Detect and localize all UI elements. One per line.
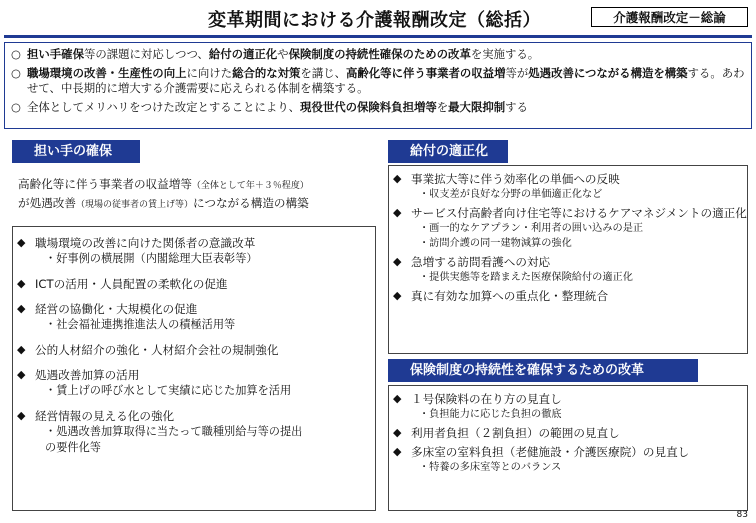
diamond-bullet-icon: ◆	[393, 255, 402, 268]
measure-text: 経営の協働化・大規模化の促進	[35, 302, 198, 316]
measure-item	[389, 425, 747, 441]
emphasis-text: 給付の適正化	[208, 47, 278, 61]
summary-text: する。あわせて、中長期的に増大する介護需要に応えられる体制を構築する。	[27, 65, 745, 95]
measure-item	[389, 288, 747, 304]
diamond-bullet-icon: ◆	[393, 172, 402, 185]
category-tag: 介護報酬改定－総論	[591, 7, 748, 27]
measure-item	[389, 205, 747, 251]
benefit-measures-box	[388, 165, 748, 354]
diamond-bullet-icon: ◆	[17, 236, 26, 249]
summary-line-3	[9, 100, 747, 116]
measure-detail: ・処遇改善加算取得に当たって職種別給与等の提出	[45, 425, 303, 438]
diamond-bullet-icon: ◆	[393, 392, 402, 405]
summary-text: を講じ、	[300, 65, 346, 80]
emphasis-text: 担い手確保	[27, 47, 84, 61]
emphasis-text: 保険制度の持続性確保のための改革	[288, 47, 471, 61]
measure-detail: ・画一的なケアプラン・利用者の囲い込みの是正	[419, 223, 644, 234]
measure-line	[13, 301, 375, 317]
measure-line	[13, 235, 375, 251]
measure-detail: ・収支差が良好な分野の単価適正化など	[419, 189, 603, 200]
measure-line	[389, 391, 747, 407]
measure-text: 公的人材紹介の強化・人材紹介会社の規制強化	[35, 343, 279, 357]
measure-text: 急増する訪問看護への対応	[411, 255, 551, 269]
measure-text: １号保険料の在り方の見直し	[411, 392, 562, 406]
benefit-header: 給付の適正化	[388, 140, 508, 163]
measure-item	[389, 254, 747, 285]
diamond-bullet-icon: ◆	[393, 445, 402, 458]
measure-detail: ・提供実態等を踏まえた医療保険給付の適正化	[419, 272, 633, 283]
measure-item	[389, 171, 747, 202]
measure-text: 利用者負担（２割負担）の範囲の見直し	[411, 426, 620, 440]
measure-line	[389, 444, 747, 460]
measure-item	[13, 408, 375, 456]
measure-text: 処遇改善加算の活用	[35, 368, 140, 382]
measure-line	[389, 254, 747, 270]
lead-text: が処遇改善	[18, 196, 76, 210]
workforce-header: 担い手の確保	[12, 140, 140, 163]
summary-line-1	[9, 47, 747, 63]
diamond-bullet-icon: ◆	[17, 302, 26, 315]
measure-line	[389, 425, 747, 441]
summary-line-2	[9, 66, 747, 97]
diamond-bullet-icon: ◆	[17, 409, 26, 422]
summary-text: を	[436, 99, 449, 114]
sustainability-header: 保険制度の持続性を確保するための改革	[388, 359, 698, 382]
emphasis-text: 職場環境の改善・生産性の向上	[27, 65, 187, 80]
measure-item	[13, 276, 375, 292]
measure-text: 経営情報の見える化の強化	[35, 409, 175, 423]
measure-item	[13, 301, 375, 333]
emphasis-text: 処遇改善につながる構造を構築	[528, 65, 688, 80]
lead-note: （現場の従事者の賃上げ等）	[75, 200, 193, 210]
measure-item	[389, 444, 747, 475]
emphasis-text: 総合的な対策	[232, 65, 301, 80]
lead-text: 高齢化等に伴う事業者の収益増等	[18, 177, 192, 191]
circle-bullet-icon: ○	[11, 65, 21, 80]
measure-detail: ・社会福祉連携推進法人の積極活用等	[45, 318, 236, 331]
diamond-bullet-icon: ◆	[17, 277, 26, 290]
measure-line	[389, 288, 747, 304]
circle-bullet-icon: ○	[11, 47, 21, 61]
diamond-bullet-icon: ◆	[393, 206, 402, 219]
emphasis-text: 高齢化等に伴う事業者の収益増	[346, 65, 506, 80]
measure-text: サービス付高齢者向け住宅等におけるケアマネジメントの適正化	[411, 206, 747, 220]
summary-text: 等の課題に対応しつつ、	[83, 47, 209, 61]
summary-text: 全体としてメリハリをつけた改定とすることにより、	[27, 99, 301, 114]
summary-text: する	[505, 99, 528, 114]
measure-item	[389, 391, 747, 422]
measure-item	[13, 342, 375, 358]
diamond-bullet-icon: ◆	[17, 368, 26, 381]
sustainability-measures-box	[388, 385, 748, 511]
summary-text: 等が	[505, 65, 529, 80]
measure-item	[13, 367, 375, 399]
emphasis-text: 最大限抑制	[448, 99, 506, 114]
diamond-bullet-icon: ◆	[393, 426, 402, 439]
measure-line	[13, 408, 375, 424]
measure-detail: ・好事例の横展開（内閣総理大臣表彰等）	[45, 252, 258, 265]
measure-text: ICTの活用・人員配置の柔軟化の促進	[35, 277, 228, 291]
lead-text: につながる構造の構築	[193, 196, 309, 210]
measure-detail: ・訪問介護の同一建物減算の強化	[419, 238, 572, 249]
measure-detail: ・特養の多床室等とのバランス	[419, 462, 562, 473]
measure-text: 真に有効な加算への重点化・整理統合	[411, 289, 609, 303]
measure-text: 事業拡大等に伴う効率化の単価への反映	[411, 172, 620, 186]
workforce-measures-box	[12, 226, 376, 511]
circle-bullet-icon: ○	[11, 99, 21, 114]
measure-line	[389, 205, 747, 221]
title-rule	[4, 35, 752, 38]
page-title: 変革期間における介護報酬改定（総括）	[208, 10, 541, 31]
measure-text: 職場環境の改善に向けた関係者の意識改革	[35, 236, 256, 250]
measure-detail: ・負担能力に応じた負担の徹底	[419, 409, 562, 420]
summary-text: に向けた	[186, 65, 233, 80]
measure-detail: ・賃上げの呼び水として実績に応じた加算を活用	[45, 384, 292, 397]
measure-detail: の要件化等	[45, 441, 101, 454]
page-number: 83	[736, 510, 748, 520]
measure-line	[13, 367, 375, 383]
measure-item	[13, 235, 375, 267]
summary-text: を実施する。	[470, 47, 540, 61]
measure-line	[389, 171, 747, 187]
lead-note: （全体として年＋３％程度）	[191, 181, 309, 191]
diamond-bullet-icon: ◆	[393, 289, 402, 302]
measure-text: 多床室の室料負担（老健施設・介護医療院）の見直し	[411, 445, 690, 459]
emphasis-text: 現役世代の保険料負担増等	[300, 99, 437, 114]
diamond-bullet-icon: ◆	[17, 343, 26, 356]
summary-box	[4, 42, 752, 129]
measure-line	[13, 276, 375, 292]
summary-text: や	[277, 47, 289, 61]
workforce-lead	[18, 176, 378, 214]
measure-line	[13, 342, 375, 358]
